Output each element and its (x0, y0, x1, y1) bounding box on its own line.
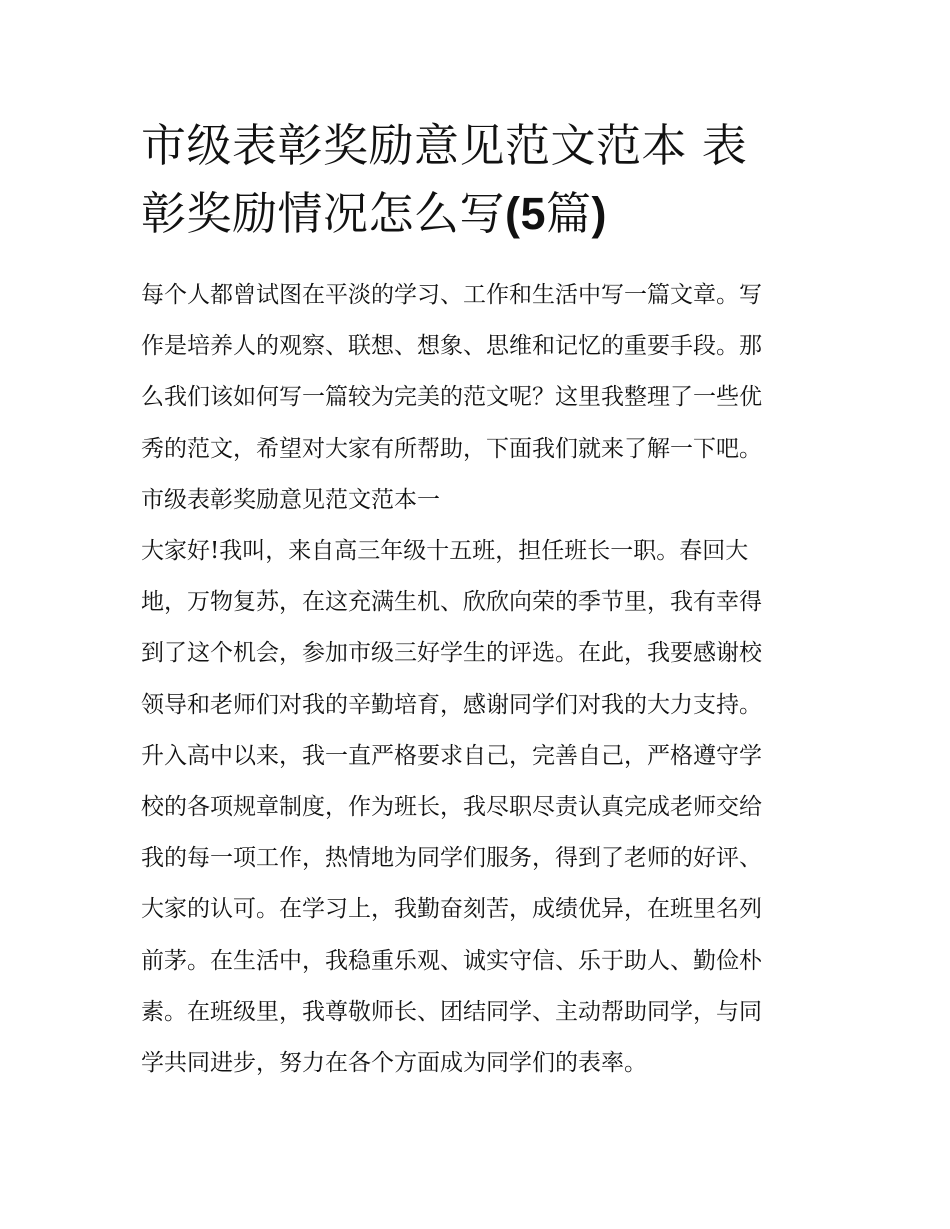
title-count-unit: 篇 (546, 187, 592, 240)
body-line: 到了这个机会，参加市级三好学生的评选。在此，我要感谢校 (141, 640, 762, 667)
body-line: 前茅。在生活中，我稳重乐观、诚实守信、乐于助人、勤俭朴 (141, 947, 762, 974)
intro-line: 每个人都曾试图在平淡的学习、工作和生活中写一篇文章。写 (141, 282, 762, 308)
body-line: 校的各项规章制度，作为班长，我尽职尽责认真完成老师交给 (141, 794, 762, 821)
body-line: 学共同进步，努力在各个方面成为同学们的表率。 (141, 1050, 647, 1077)
body-line: 素。在班级里，我尊敬师长、团结同学、主动帮助同学，与同 (141, 998, 762, 1025)
body-line: 升入高中以来，我一直严格要求自己，完善自己，严格遵守学 (141, 742, 762, 769)
title-line-2-text: 彰奖励情况怎么写 (141, 187, 506, 240)
intro-line: 作是培养人的观察、联想、想象、思维和记忆的重要手段。那 (141, 333, 762, 360)
document-title (141, 112, 813, 248)
intro-line: 么我们该如何写一篇较为完美的范文呢？这里我整理了一些优 (141, 384, 762, 411)
document-page (141, 112, 813, 1089)
section-heading: 市级表彰奖励意见范文范本一 (141, 486, 440, 513)
intro-line: 秀的范文，希望对大家有所帮助，下面我们就来了解一下吧。 (141, 435, 762, 462)
title-line-2 (141, 180, 813, 248)
body-line: 大家好!我叫，来自高三年级十五班，担任班长一职。春回大 (141, 538, 749, 565)
body-line: 地，万物复苏，在这充满生机、欣欣向荣的季节里，我有幸得 (141, 589, 762, 616)
document-body (141, 270, 813, 1089)
title-count-open: (5 (505, 188, 547, 239)
body-line: 大家的认可。在学习上，我勤奋刻苦，成绩优异，在班里名列 (141, 896, 762, 923)
body-line: 领导和老师们对我的辛勤培育，感谢同学们对我的大力支持。 (141, 691, 762, 718)
body-line: 我的每一项工作，热情地为同学们服务，得到了老师的好评、 (141, 845, 762, 872)
title-count-close: ) (591, 188, 608, 239)
title-line-1: 市级表彰奖励意见范文范本 表 (141, 119, 748, 172)
